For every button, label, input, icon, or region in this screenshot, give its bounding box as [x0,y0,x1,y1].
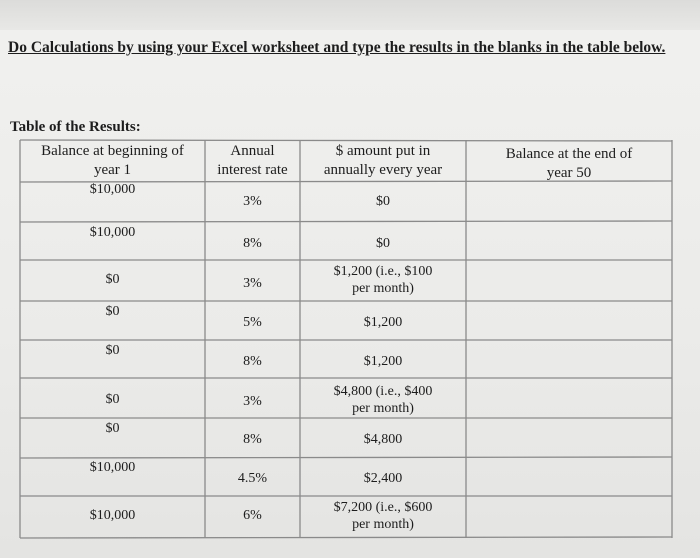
row-5-rate: 3% [243,394,262,409]
table-title: Table of the Results: [10,119,141,135]
row-5-result-blank[interactable] [470,382,668,413]
row-8-result-blank[interactable] [470,500,668,533]
row-5-balance: $0 [105,392,120,407]
header-balance-begin [20,142,205,180]
row-3-result-blank[interactable] [470,305,668,335]
row-1-rate: 8% [243,236,262,251]
row-8-amount [300,499,466,533]
header-rate-line1: Annual [230,143,275,159]
header-amount-line1: $ amount put in [335,143,431,159]
row-6-balance: $0 [105,421,120,436]
row-5-amount [300,383,466,417]
row-3-amount: $1,200 [363,315,403,330]
row-0-balance: $10,000 [89,182,136,197]
row-5-amount-line1: $4,800 (i.e., $400 [333,384,433,399]
row-5-amount-line2: per month) [352,401,414,416]
row-2-amount-line2: per month) [352,281,414,296]
header-amount-line2: annually every year [323,162,443,178]
header-rate-line2: interest rate [217,162,288,178]
row-8-rate: 6% [243,508,262,523]
row-4-amount: $1,200 [363,354,403,369]
header-balance-end [466,145,672,183]
row-4-result-blank[interactable] [470,344,668,374]
row-8-balance: $10,000 [89,508,136,523]
row-0-amount: $0 [376,194,390,209]
header-amount-put-in [300,142,466,180]
row-6-rate: 8% [243,432,262,447]
row-6-result-blank[interactable] [470,422,668,453]
instructions-text: Do Calculations by using your Excel worksheet and type the results in the blanks in the table below. [8,39,666,56]
row-8-amount-line1: $7,200 (i.e., $600 [333,500,433,515]
header-balance-begin-line1: Balance at beginning of [41,143,184,159]
row-4-rate: 8% [243,354,262,369]
row-7-amount: $2,400 [363,471,403,486]
row-3-rate: 5% [243,315,262,330]
row-1-amount: $0 [376,236,390,251]
row-6-amount: $4,800 [363,432,403,447]
row-7-result-blank[interactable] [470,461,668,491]
header-balance-begin-line2: year 1 [93,162,132,178]
row-4-balance: $0 [105,343,120,358]
row-8-amount-line2: per month) [352,517,414,532]
header-balance-end-line1: Balance at the end of [505,146,633,162]
row-1-balance: $10,000 [89,225,136,240]
row-0-rate: 3% [243,194,262,209]
row-3-balance: $0 [105,304,120,319]
top-edge [0,0,700,30]
row-2-rate: 3% [243,276,262,291]
row-7-balance: $10,000 [89,460,136,475]
row-2-amount-line1: $1,200 (i.e., $100 [333,264,433,279]
row-7-rate: 4.5% [237,471,268,486]
header-interest-rate [205,142,300,180]
row-2-result-blank[interactable] [470,265,668,296]
row-1-result-blank[interactable] [470,226,668,256]
header-balance-end-line2: year 50 [546,165,592,181]
row-2-amount [300,263,466,297]
row-2-balance: $0 [105,272,120,287]
row-0-result-blank[interactable] [470,186,668,216]
